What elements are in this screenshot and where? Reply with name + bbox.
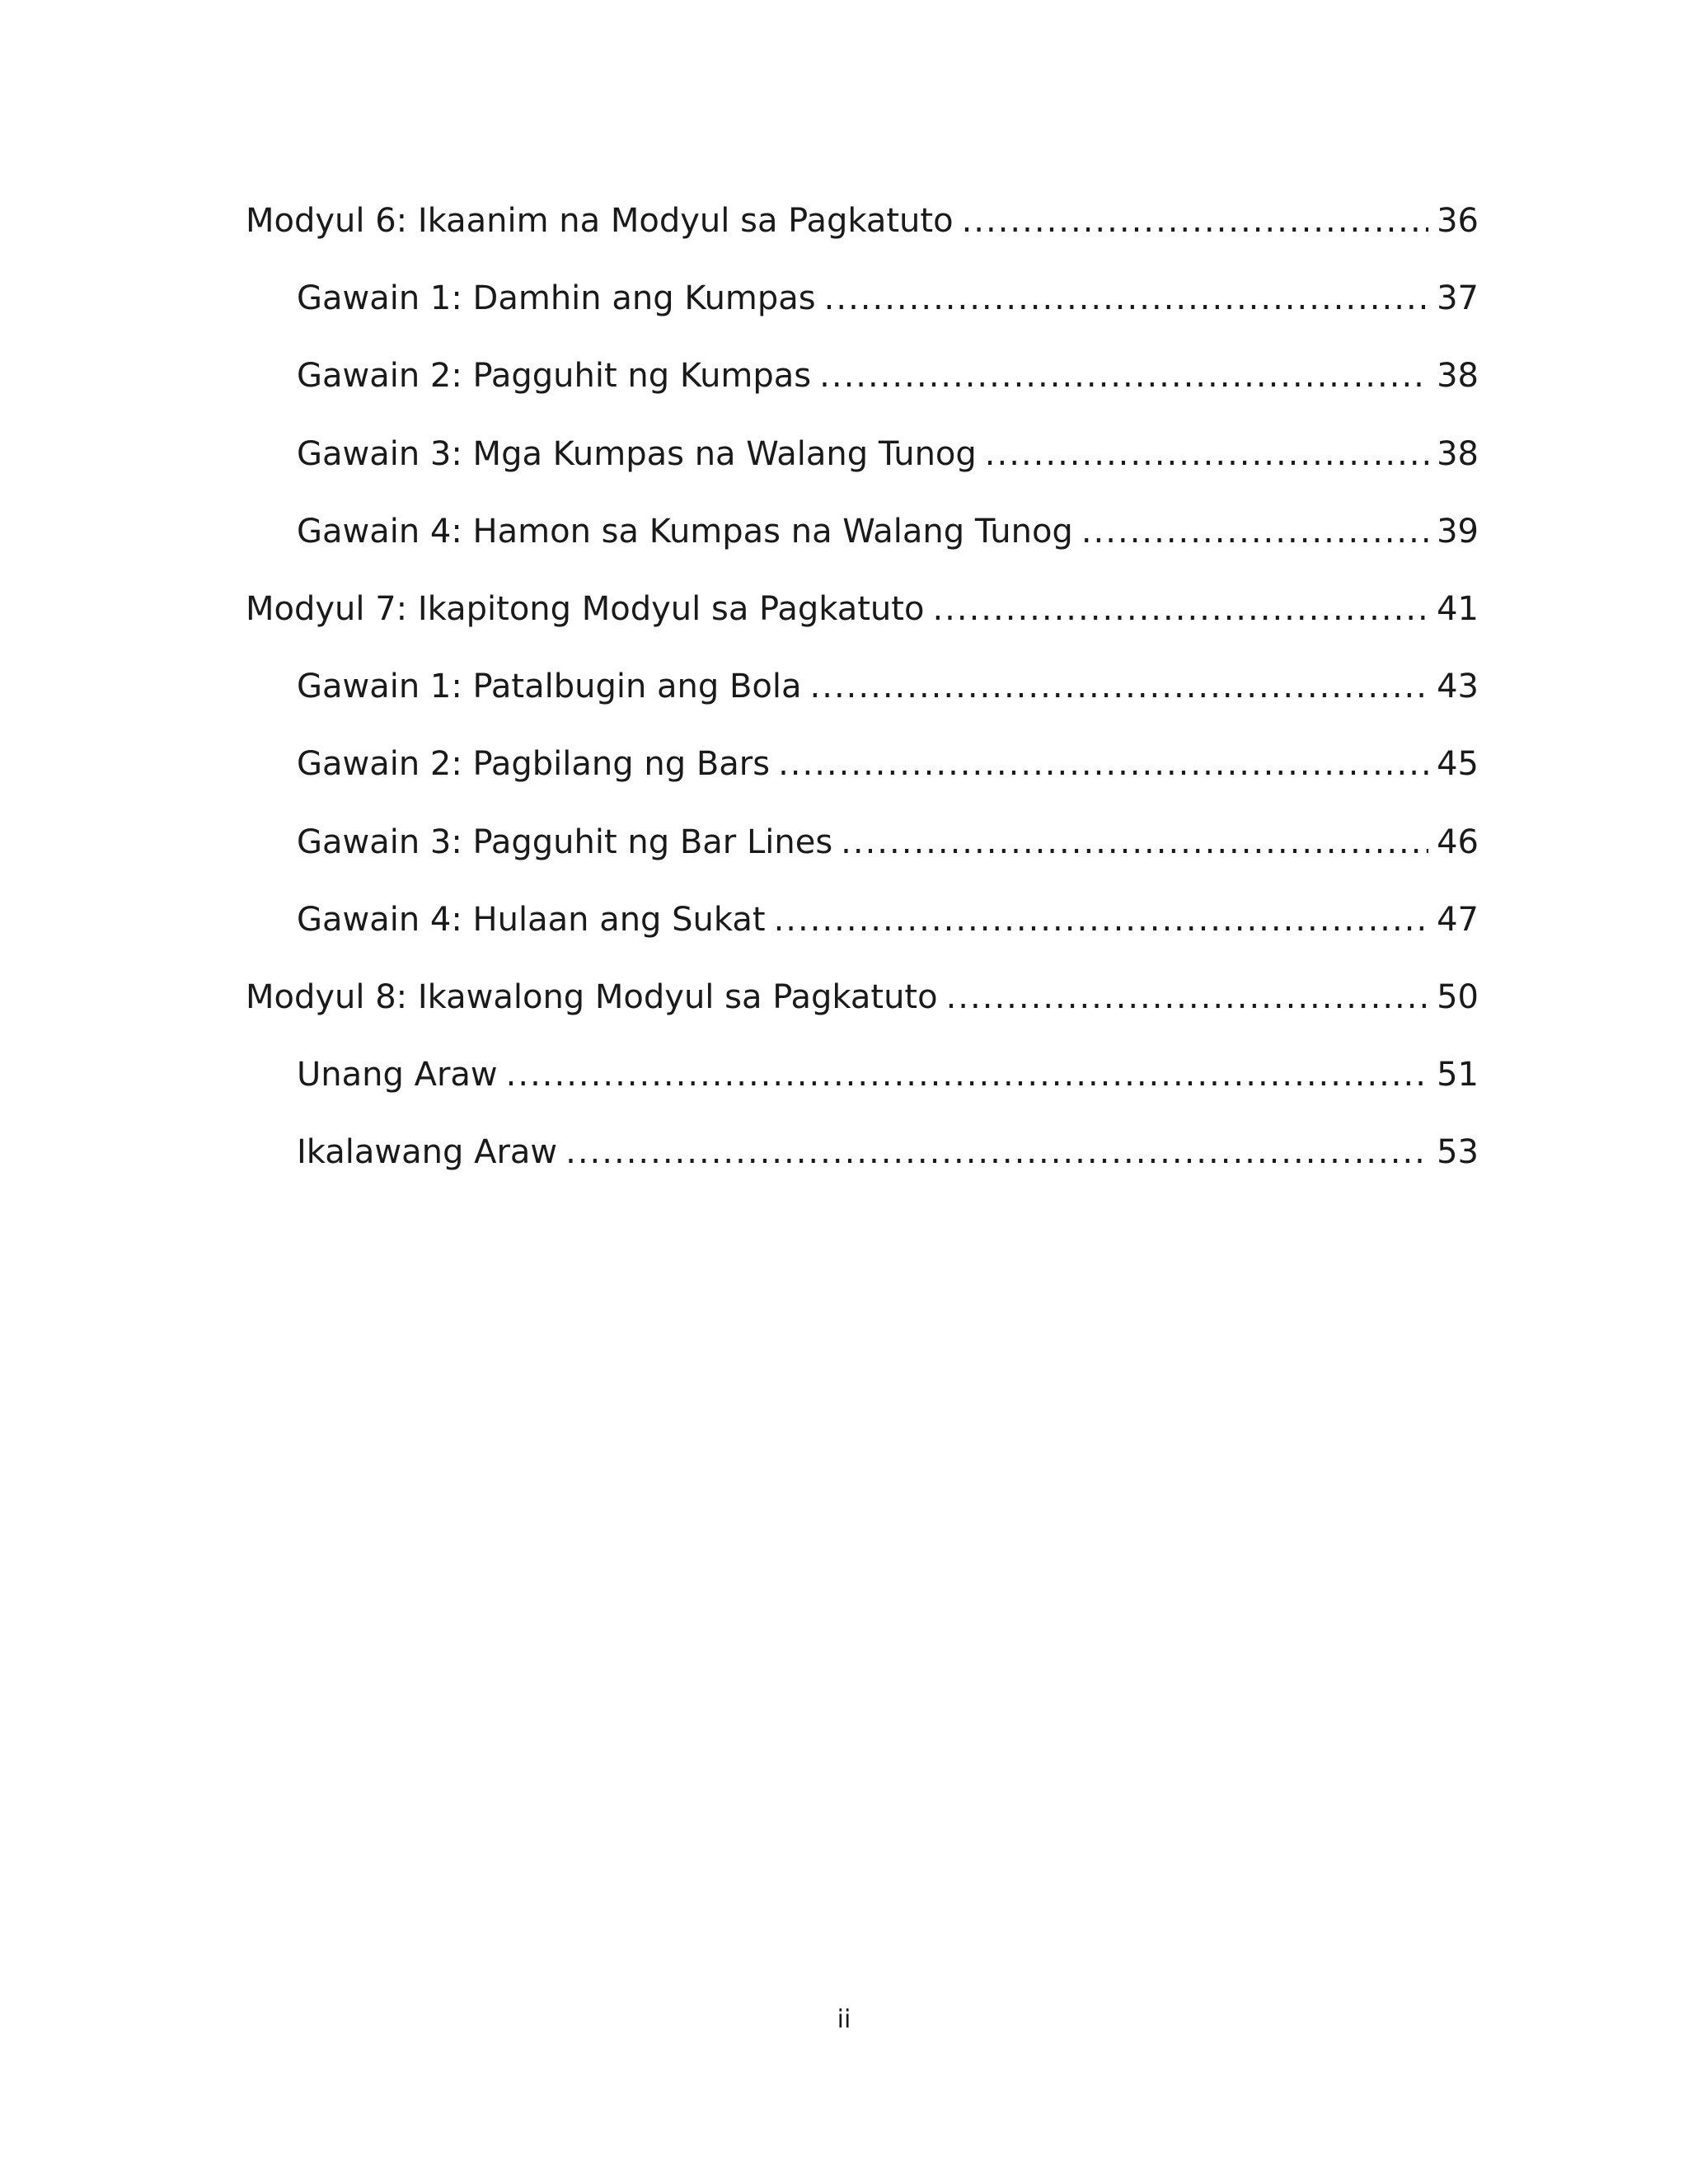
dot-leader bbox=[946, 968, 1429, 1026]
toc-entry-page: 53 bbox=[1437, 1133, 1479, 1172]
toc-entry-title: Gawain 3: Pagguhit ng Bar Lines bbox=[297, 823, 833, 861]
toc-entry-title: Gawain 4: Hamon sa Kumpas na Walang Tunog bbox=[297, 512, 1073, 551]
toc-entry-title: Gawain 2: Pagguhit ng Kumpas bbox=[297, 357, 812, 396]
toc-entry-page: 37 bbox=[1437, 279, 1479, 318]
dot-leader bbox=[841, 813, 1428, 871]
dot-leader bbox=[778, 735, 1428, 793]
toc-entry-page: 41 bbox=[1437, 589, 1479, 628]
toc-entry-page: 45 bbox=[1437, 745, 1479, 784]
toc-entry-page: 50 bbox=[1437, 977, 1479, 1016]
table-of-contents bbox=[246, 192, 1479, 1201]
page-number: ii bbox=[837, 2005, 851, 2034]
toc-entry-gawain[interactable] bbox=[246, 503, 1479, 580]
toc-entry-page: 38 bbox=[1437, 434, 1479, 473]
toc-entry-title: Modyul 8: Ikawalong Modyul sa Pagkatuto bbox=[246, 977, 938, 1016]
toc-entry-araw[interactable] bbox=[246, 1046, 1479, 1123]
toc-entry-title: Gawain 4: Hulaan ang Sukat bbox=[297, 900, 766, 939]
toc-entry-page: 43 bbox=[1437, 668, 1479, 706]
dot-leader bbox=[774, 891, 1429, 949]
toc-entry-page: 36 bbox=[1437, 202, 1479, 240]
toc-entry-title: Gawain 1: Patalbugin ang Bola bbox=[297, 668, 802, 706]
toc-entry-page: 39 bbox=[1437, 512, 1479, 551]
toc-entry-title: Modyul 7: Ikapitong Modyul sa Pagkatuto bbox=[246, 589, 925, 628]
dot-leader bbox=[565, 1123, 1428, 1181]
toc-entry-page: 46 bbox=[1437, 823, 1479, 861]
toc-entry-gawain[interactable] bbox=[246, 735, 1479, 813]
toc-entry-page: 38 bbox=[1437, 357, 1479, 396]
toc-entry-title: Unang Araw bbox=[297, 1056, 498, 1094]
toc-entry-gawain[interactable] bbox=[246, 813, 1479, 891]
dot-leader bbox=[824, 269, 1428, 327]
toc-entry-page: 47 bbox=[1437, 900, 1479, 939]
dot-leader bbox=[932, 580, 1428, 638]
dot-leader bbox=[506, 1046, 1428, 1104]
toc-entry-page: 51 bbox=[1437, 1056, 1479, 1094]
dot-leader bbox=[819, 347, 1428, 405]
toc-entry-title: Modyul 6: Ikaanim na Modyul sa Pagkatuto bbox=[246, 202, 954, 240]
toc-entry-title: Gawain 3: Mga Kumpas na Walang Tunog bbox=[297, 434, 977, 473]
toc-entry-modyul-6[interactable] bbox=[246, 192, 1479, 269]
toc-entry-modyul-7[interactable] bbox=[246, 580, 1479, 658]
toc-entry-gawain[interactable] bbox=[246, 425, 1479, 503]
toc-entry-gawain[interactable] bbox=[246, 891, 1479, 968]
dot-leader bbox=[962, 192, 1429, 250]
toc-entry-gawain[interactable] bbox=[246, 269, 1479, 347]
toc-entry-araw[interactable] bbox=[246, 1123, 1479, 1201]
toc-entry-gawain[interactable] bbox=[246, 347, 1479, 424]
dot-leader bbox=[810, 658, 1429, 715]
toc-entry-title: Gawain 2: Pagbilang ng Bars bbox=[297, 745, 771, 784]
toc-entry-gawain[interactable] bbox=[246, 658, 1479, 735]
toc-entry-title: Ikalawang Araw bbox=[297, 1133, 558, 1172]
dot-leader bbox=[985, 425, 1428, 483]
toc-entry-title: Gawain 1: Damhin ang Kumpas bbox=[297, 279, 816, 318]
toc-entry-modyul-8[interactable] bbox=[246, 968, 1479, 1046]
dot-leader bbox=[1081, 503, 1428, 560]
